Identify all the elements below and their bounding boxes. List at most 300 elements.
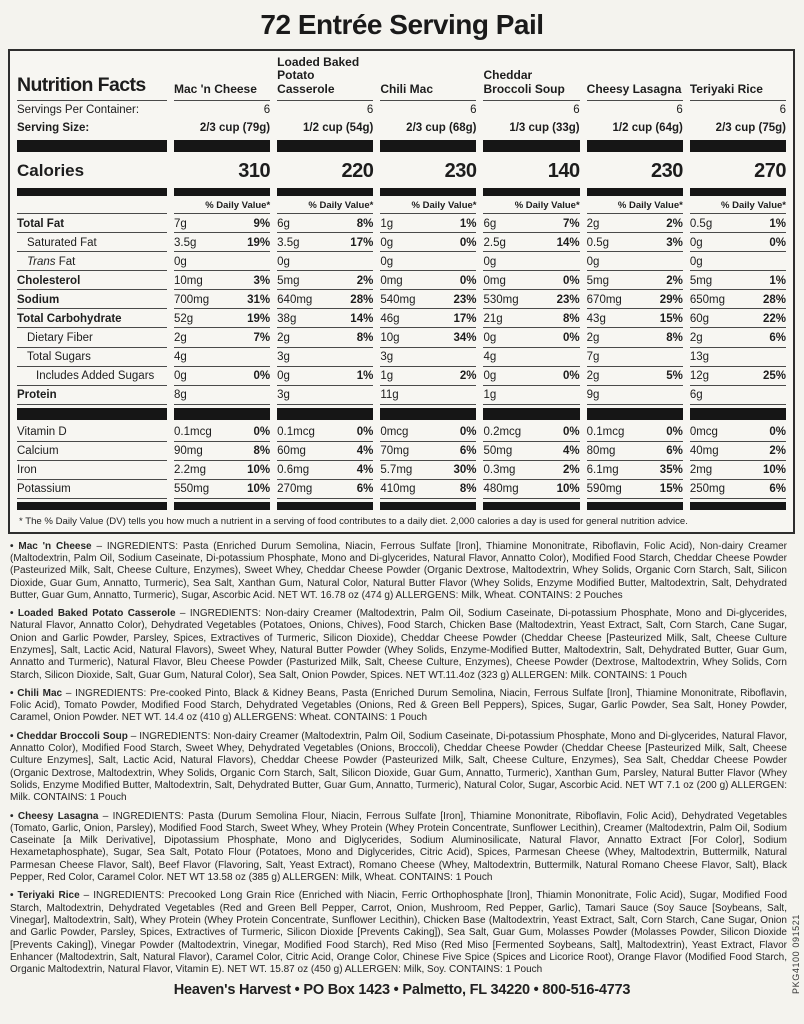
bullet-glyph: • — [10, 890, 14, 902]
separator-bar — [587, 188, 683, 196]
dash-glyph: – — [102, 810, 109, 822]
separator-bar — [277, 408, 373, 420]
nutrient-daily-value: 7% — [563, 217, 580, 230]
nutrient-value — [483, 386, 579, 405]
daily-value-header: % Daily Value* — [277, 199, 373, 215]
nutrient-value — [380, 252, 476, 271]
separator-bar — [17, 408, 167, 420]
nutrient-value — [277, 348, 373, 367]
nutrient-daily-value: 10% — [556, 483, 580, 496]
separator-bar — [483, 140, 579, 152]
nutrient-amount: 2g — [277, 331, 290, 344]
serving-size-value: 1/2 cup (54g) — [303, 122, 374, 135]
ingredient-paragraph — [10, 541, 787, 602]
nutrient-label: Total Carbohydrate — [17, 309, 167, 328]
nutrient-daily-value: 6% — [459, 445, 477, 458]
nutrient-label: Iron — [17, 461, 167, 480]
nutrient-amount: 540mg — [380, 293, 416, 306]
nutrient-amount: 6g — [483, 217, 497, 230]
ingredient-name-text: Chili Mac — [17, 687, 63, 699]
nutrient-amount: 46g — [380, 312, 400, 325]
nutrient-value — [690, 328, 786, 347]
ingredient-paragraph — [10, 890, 787, 976]
calories-value: 270 — [754, 159, 786, 182]
column-header-product: Chili Mac — [380, 53, 476, 101]
nutrient-amount: 21g — [483, 312, 503, 325]
nutrient-daily-value: 14% — [556, 236, 580, 249]
nutrient-daily-value: 0% — [769, 236, 786, 249]
separator-bar — [690, 502, 786, 510]
ingredients-section — [0, 534, 804, 977]
nutrient-amount: 0.2mcg — [483, 426, 522, 439]
nutrient-value — [380, 290, 476, 309]
nutrient-daily-value: 0% — [563, 331, 580, 344]
nutrient-value — [690, 252, 786, 271]
nutrient-value — [690, 233, 786, 252]
nutrient-amount: 80mg — [586, 445, 616, 458]
nutrient-daily-value: 6% — [769, 331, 786, 344]
nutrient-value — [483, 480, 579, 499]
nutrition-facts-panel — [8, 49, 795, 534]
nutrient-value — [690, 290, 786, 309]
nutrient-value — [277, 480, 373, 499]
nutrient-daily-value: 2% — [563, 464, 580, 477]
nutrient-value — [174, 252, 270, 271]
separator-bar — [690, 140, 786, 152]
nutrient-label: Cholesterol — [17, 271, 167, 290]
nutrient-value — [380, 480, 476, 499]
nutrient-value — [380, 328, 476, 347]
nutrient-value — [587, 461, 683, 480]
nutrient-amount: 4g — [483, 351, 497, 363]
nutrient-amount: 0mcg — [689, 426, 718, 439]
nutrient-amount: 670mg — [586, 293, 622, 306]
ingredient-name-text: Mac 'n Cheese — [18, 540, 92, 552]
nutrient-value — [483, 290, 579, 309]
separator-bar — [277, 140, 373, 152]
nutrient-value — [690, 348, 786, 367]
ingredient-paragraph — [10, 811, 787, 885]
nutrient-amount: 10g — [380, 331, 400, 344]
nutrient-daily-value: 28% — [350, 293, 374, 306]
ingredient-text: INGREDIENTS: Non-dairy Creamer (Maltodextrin, Palm Oil, Sodium Caseinate, Di-potassium Phosphate, Mono and Di-glycerides, Natural Flavor, Annatto Color), Dehydrated Vegetables (Potatoes, Onions, Chives), Food Starch, Chicken Base (Maltodextrin, Yeast Extract, Salt, Corn Starch, Cane Sugar, Onion and Garlic Powder, Parsley, Spices, Extractives of Turmeric, Silicon Dioxide), Cheddar Cheese Powder (Cheddar Cheese [Pasteurized Milk, Salt, Cheese Culture Enzymes], Salt, Lactic Acid, Natural Flavors), Sweet Whey, Natural Butter Powder (Whey Solids, Enzyme-Modified Butter, Maltodextrin, Salt, Dehydrated Butter, Guar Gum, Annatto and Turmeric), Natural Flavor, Bleu Cheese Powder (Pasturized Milk, Salt, Cheese Culture, Enzymes), Cheese Powder (Dextrose, Maltodextrin, Whey Solids, Corn Starch, Silicon Dioxide, Salt, Guar Gum, Natural Color), Sea Salt, Onion Powder, Spices. NET WT.11.4oz (323 g) ALLERGEN: Milk. CONTAINS: 1 Pouch — [10, 608, 788, 681]
nutrient-value — [380, 214, 476, 233]
nutrient-daily-value: 23% — [556, 293, 580, 306]
servings-value: 6 — [470, 104, 477, 117]
nutrient-value — [277, 461, 373, 480]
nutrient-amount: 480mg — [483, 483, 519, 496]
nutrient-value — [380, 386, 476, 405]
nutrient-value — [277, 252, 373, 271]
nutrient-value — [277, 328, 373, 347]
nutrient-value — [277, 386, 373, 405]
nutrient-amount: 2g — [174, 331, 187, 344]
nutrient-daily-value: 3% — [666, 236, 683, 249]
nutrient-daily-value: 1% — [459, 217, 477, 230]
nutrient-value — [587, 252, 683, 271]
nutrient-value — [277, 214, 373, 233]
nutrient-daily-value: 2% — [459, 370, 477, 383]
nutrient-daily-value: 0% — [459, 236, 477, 249]
nutrient-label: Protein — [17, 386, 167, 405]
nutrient-amount: 40mg — [689, 445, 719, 458]
nutrient-value — [587, 367, 683, 386]
nutrient-label — [17, 252, 167, 271]
separator-bar — [380, 408, 476, 420]
nutrient-amount: 1g — [380, 370, 394, 383]
nutrient-value — [380, 423, 476, 442]
nutrient-value — [587, 214, 683, 233]
nutrient-daily-value: 0% — [563, 370, 580, 383]
nutrient-label: Dietary Fiber — [17, 328, 167, 347]
nutrient-amount: 550mg — [174, 483, 210, 496]
nutrient-daily-value: 6% — [666, 445, 683, 458]
serving-size-value: 2/3 cup (68g) — [406, 122, 477, 135]
nutrient-daily-value: 1% — [769, 217, 786, 230]
bullet-glyph: • — [10, 730, 14, 742]
nutrient-amount: 0g — [174, 370, 187, 383]
nutrient-amount: 530mg — [483, 293, 519, 306]
nutrient-value — [277, 271, 373, 290]
column-header-product: Cheddar Broccoli Soup — [483, 53, 579, 101]
nutrient-value — [277, 423, 373, 442]
ingredient-text: INGREDIENTS: Pasta (Durum Semolina Flour, Niacin, Ferrous Sulfate [Iron], Thiamine Mononitrate, Riboflavin, Folic Acid), Dehydrated Vegetables (Tomato, Garlic, Onion, Parsley), Modified Food Starch, Sweet Whey, Whey Protein (Whey Protein Concentrate, Sunflower Lecithin), Creamer (Maltodextrin, Palm Oil, Sodium Caseinate [a Milk Derivative], Dipotassium Phosphate, Mono and Diglycerides, Sodium Aluminosilicate, Natural Flavor, Annatto Extract [For Color], Sodium Hexametaphosphate), Sugar, Sea Salt, Potato Flour (Potatoes, Mono and Diglycerides, Citric Acid), Spices, Parmesan Cheese (Whey, Maltodextrin, Buttermilk, Natural Parmesan Cheese Flavor, Salt), Beef Flavor (Flavoring, Salt, Yeast Extract), Romano Cheese (Whey, Maltodextrin, Buttermilk, Natural Romano Cheese Flavor, Salt), Black Pepper, Red Color, Caramel Color. NET WT 13.58 oz (385 g) ALLERGEN: Milk, Wheat. CONTAINS: 1 Pouch — [10, 810, 787, 884]
nutrient-daily-value: 2% — [666, 274, 683, 287]
daily-value-header: % Daily Value* — [174, 199, 270, 215]
nutrient-daily-value: 15% — [659, 312, 683, 325]
nutrient-amount: 0.5g — [586, 236, 610, 249]
nutrient-label: Vitamin D — [17, 423, 167, 442]
separator-bar — [483, 502, 579, 510]
nutrient-amount: 0.3mg — [483, 464, 516, 477]
nutrient-value — [587, 233, 683, 252]
calories-value: 230 — [650, 159, 683, 182]
nutrient-daily-value: 10% — [247, 464, 271, 477]
nutrient-amount: 700mg — [174, 293, 210, 306]
daily-value-header: % Daily Value* — [380, 199, 476, 215]
nutrient-amount: 5mg — [586, 274, 610, 287]
nutrient-amount: 8g — [174, 389, 187, 402]
nutrient-amount: 640mg — [277, 293, 313, 306]
nutrient-daily-value: 34% — [453, 331, 477, 344]
nutrient-amount: 10mg — [174, 274, 203, 287]
nutrient-value — [587, 480, 683, 499]
nutrient-value — [380, 367, 476, 386]
nutrient-amount: 5mg — [689, 274, 713, 287]
nutrient-value — [277, 367, 373, 386]
calories-value: 140 — [547, 159, 580, 182]
nutrient-amount: 60g — [689, 312, 710, 325]
nutrient-label: Total Sugars — [17, 348, 167, 367]
nutrient-amount: 6.1mg — [586, 464, 619, 477]
nutrient-value — [587, 309, 683, 328]
nutrient-daily-value: 5% — [666, 370, 683, 383]
ingredient-name-text: Teriyaki Rice — [17, 890, 80, 902]
nutrient-daily-value: 19% — [247, 236, 271, 249]
package-code: PKG4100 091521 — [791, 914, 801, 994]
nutrient-amount: 250mg — [689, 483, 725, 496]
nutrient-value — [690, 461, 786, 480]
company-contact-footer: Heaven's Harvest • PO Box 1423 • Palmetto, FL 34220 • 800-516-4773 — [173, 982, 631, 999]
nutrient-value — [174, 233, 270, 252]
nutrient-daily-value: 25% — [762, 370, 786, 383]
nutrient-amount: 60mg — [277, 445, 306, 458]
nutrient-daily-value: 0% — [666, 426, 683, 439]
nutrient-daily-value: 22% — [762, 312, 786, 325]
nutrient-value — [587, 386, 683, 405]
nutrient-label-em: Trans — [27, 255, 56, 268]
nutrient-value — [690, 423, 786, 442]
nutrient-value — [174, 386, 270, 405]
nutrient-value — [380, 309, 476, 328]
nutrient-amount: 43g — [586, 312, 606, 325]
nutrient-value — [380, 233, 476, 252]
nutrient-amount: 0g — [483, 331, 497, 344]
nutrient-value — [690, 367, 786, 386]
separator-bar — [17, 502, 167, 510]
nutrient-amount: 0g — [380, 255, 394, 268]
separator-bar — [174, 502, 270, 510]
nutrient-daily-value: 8% — [356, 217, 374, 230]
separator-bar — [690, 188, 786, 196]
nutrient-value — [483, 233, 579, 252]
nutrient-amount: 0.1mcg — [586, 426, 625, 439]
ingredient-product-name — [10, 731, 128, 742]
serving-size-value: 1/3 cup (33g) — [509, 122, 580, 135]
nutrient-label-text: Fat — [58, 255, 76, 268]
column-header-product: Loaded Baked Potato Casserole — [277, 53, 373, 101]
ingredient-product-name — [10, 890, 80, 901]
nutrient-value — [277, 290, 373, 309]
bullet-glyph: • — [10, 540, 14, 552]
nutrient-daily-value: 19% — [247, 312, 271, 325]
nutrient-value — [587, 348, 683, 367]
nutrient-amount: 0g — [689, 236, 703, 249]
nutrient-amount: 9g — [586, 389, 600, 402]
bullet-glyph: • — [10, 608, 14, 620]
separator-bar — [174, 140, 270, 152]
nutrient-amount: 0mg — [380, 274, 403, 287]
nutrient-daily-value: 0% — [769, 426, 786, 439]
nutrient-daily-value: 0% — [253, 426, 271, 439]
nutrient-daily-value: 4% — [356, 445, 374, 458]
separator-bar — [690, 408, 786, 420]
nutrient-value — [587, 328, 683, 347]
nutrient-value — [380, 271, 476, 290]
ingredient-name-text: Loaded Baked Potato Casserole — [17, 608, 176, 620]
ingredient-text: INGREDIENTS: Non-dairy Creamer (Maltodextrin, Palm Oil, Sodium Caseinate, Di-potassium Phosphate, Mono and Di-glycerides, Natural Flavor, Annatto Color), Modified Food Starch, Sweet Whey, Dehydrated Vegetables (Onions, Broccoli), Cheddar Cheese Powder (Cheddar Cheese [Pasteurized Milk, Salt, Cheese Culture Enzymes], Salt, Lactic Acid, Natural Flavors), Cheddar Cheese Powder (Pasteurized Milk, Salt, Cheese Culture, Enzymes), Sea Salt, Cheddar Cheese Powder (Organic Dextrose, Maltodextrin, Whey Solids, Organic Corn Starch, Salt, Silicon Dioxide, Guar Gum, Annatto, Turmeric), Xanthan Gum, Parsley, Natural Butter Flavor (Whey Solids, Enzyme Modified Butter, Maltodextrin, Salt, Dehydrated Butter, Guar Gum, Annatto, Turmeric), Natural Color, Sugar, Ascorbic Acid. NET WT 7.1 oz (200 g) ALLERGEN: Milk. CONTAINS: 1 Pouch — [10, 730, 788, 804]
separator-bar — [483, 408, 579, 420]
daily-value-footnote: * The % Daily Value (DV) tells you how much a nutrient in a serving of food contributes to a daily diet. 2,000 calories a day is used for general nutrition advice. — [19, 515, 688, 527]
nutrient-amount: 0g — [174, 255, 187, 268]
daily-value-header-spacer — [17, 199, 167, 215]
nutrient-value — [483, 348, 579, 367]
nutrient-daily-value: 17% — [350, 236, 374, 249]
separator-bar — [587, 408, 683, 420]
nutrient-amount: 3.5g — [277, 236, 300, 249]
separator-bar — [380, 188, 476, 196]
nutrient-value — [587, 271, 683, 290]
nutrient-value — [174, 461, 270, 480]
nutrient-value — [587, 290, 683, 309]
nutrient-daily-value: 8% — [459, 483, 477, 496]
nutrient-daily-value: 4% — [563, 445, 580, 458]
nutrient-daily-value: 35% — [659, 464, 683, 477]
nutrient-daily-value: 2% — [666, 217, 683, 230]
nutrient-amount: 0.5g — [689, 217, 713, 230]
servings-per-container-label: Servings Per Container: — [17, 104, 140, 117]
nutrient-daily-value: 23% — [453, 293, 477, 306]
nutrient-value — [277, 309, 373, 328]
nutrient-amount: 3g — [277, 351, 290, 363]
separator-bar — [174, 188, 270, 196]
bullet-glyph: • — [10, 810, 14, 822]
nutrient-amount: 0mg — [483, 274, 506, 287]
nutrient-amount: 3g — [277, 389, 290, 402]
nutrient-value — [174, 442, 270, 461]
ingredient-product-name — [10, 688, 62, 699]
dash-glyph: – — [130, 730, 137, 742]
bullet-glyph: • — [10, 687, 14, 699]
ingredient-text: INGREDIENTS: Pasta (Enriched Durum Semolina, Niacin, Ferrous Sulfate [Iron], Thiamine Mononitrate, Riboflavin, Folic Acid), Non-dairy Creamer (Maltodextrin, Palm Oil, Sodium Caseinate, Di-potassium Phosphate, Mono and Di-glycerides, Natural Flavor, Annatto Color), Modified Food Starch, Cheddar Cheese Powder (Pasteurized Milk, Salt, Cheese Culture, Enzymes), Sweet Whey, Cheddar Cheese Powder (Organic Dextrose, Maltodextrin, Whey Solids, Organic Corn Starch, Salt, Silicon Dioxide, Guar Gum, Annatto, Turmeric), Sea Salt, Xanthan Gum, Natural Color, Natural Butter Flavor (Whey Solids, Enzyme Modified Butter, Maltodextrin, Salt, Dehydrated Butter, Guar Gum, Annatto, Turmeric), Sugar, Ascorbic Acid. NET WT. 16.78 oz (474 g) ALLERGENS: Milk, Wheat. CONTAINS: 2 Pouches — [10, 540, 787, 601]
nutrient-value — [380, 461, 476, 480]
servings-value: 6 — [366, 104, 374, 117]
nutrient-amount: 38g — [277, 312, 297, 325]
nutrient-amount: 2mg — [689, 464, 713, 477]
nutrient-amount: 590mg — [586, 483, 622, 496]
nutrient-daily-value: 28% — [762, 293, 786, 306]
daily-value-header: % Daily Value* — [587, 199, 683, 215]
separator-bar — [277, 502, 373, 510]
servings-value: 6 — [676, 104, 683, 117]
ingredient-product-name — [10, 541, 92, 552]
nutrient-amount: 50mg — [483, 445, 513, 458]
dash-glyph: – — [96, 540, 103, 552]
nutrient-label: Includes Added Sugars — [17, 367, 167, 386]
nutrient-daily-value: 8% — [666, 331, 683, 344]
servings-value: 6 — [573, 104, 580, 117]
dash-glyph: – — [65, 687, 72, 699]
nutrient-value — [483, 461, 579, 480]
separator-bar — [587, 140, 683, 152]
nutrient-value — [277, 233, 373, 252]
nutrient-amount: 2.5g — [483, 236, 506, 249]
nutrient-daily-value: 1% — [356, 370, 374, 383]
nutrient-amount: 1g — [483, 389, 497, 402]
nutrient-value — [483, 442, 579, 461]
nutrient-amount: 70mg — [380, 445, 410, 458]
nutrient-daily-value: 30% — [453, 464, 477, 477]
nutrient-daily-value: 2% — [769, 445, 786, 458]
nutrient-value — [483, 309, 579, 328]
nutrient-amount: 7g — [586, 351, 600, 363]
nutrient-value — [690, 480, 786, 499]
nutrient-label: Sodium — [17, 290, 167, 309]
nutrient-amount: 0.1mcg — [277, 426, 315, 439]
nutrient-value — [174, 309, 270, 328]
nutrient-label: Total Fat — [17, 214, 167, 233]
calories-label: Calories — [17, 160, 85, 180]
nutrient-amount: 0.6mg — [277, 464, 310, 477]
nutrient-amount: 0g — [586, 255, 600, 268]
nutrient-value — [174, 290, 270, 309]
nutrient-amount: 5.7mg — [380, 464, 413, 477]
nutrient-daily-value: 8% — [356, 331, 374, 344]
nutrient-amount: 650mg — [689, 293, 725, 306]
nutrient-value — [483, 367, 579, 386]
serving-size-label: Serving Size: — [17, 122, 90, 135]
dash-glyph: – — [83, 890, 90, 902]
nutrient-amount: 52g — [174, 312, 194, 325]
nutrient-amount: 3.5g — [174, 236, 197, 249]
ingredient-paragraph — [10, 731, 787, 805]
nutrient-amount: 0g — [277, 255, 290, 268]
nutrient-amount: 2g — [586, 370, 600, 383]
daily-value-header: % Daily Value* — [483, 199, 579, 215]
nutrient-amount: 90mg — [174, 445, 203, 458]
nutrient-value — [690, 271, 786, 290]
nutrient-amount: 2g — [586, 331, 600, 344]
nutrient-value — [690, 214, 786, 233]
nutrient-daily-value: 10% — [247, 483, 271, 496]
nutrient-amount: 4g — [174, 351, 187, 363]
serving-size-value: 2/3 cup (79g) — [199, 122, 271, 135]
page-title: 72 Entrée Serving Pail — [260, 9, 544, 40]
separator-bar — [17, 188, 167, 196]
nutrient-value — [174, 214, 270, 233]
nutrient-daily-value: 2% — [356, 274, 374, 287]
nutrient-amount: 410mg — [380, 483, 416, 496]
column-header-product: Teriyaki Rice — [690, 53, 786, 101]
nutrient-daily-value: 9% — [253, 217, 271, 230]
ingredient-product-name — [10, 608, 176, 619]
nutrient-amount: 2g — [586, 217, 600, 230]
nutrient-amount: 0mcg — [380, 426, 409, 439]
nutrient-amount: 1g — [380, 217, 394, 230]
nutrient-amount: 13g — [689, 351, 710, 363]
ingredient-paragraph — [10, 608, 787, 682]
nutrient-amount: 0g — [277, 370, 290, 383]
calories-value: 220 — [341, 159, 374, 182]
nutrient-amount: 3g — [380, 351, 394, 363]
nutrient-value — [174, 271, 270, 290]
separator-bar — [483, 188, 579, 196]
ingredient-paragraph — [10, 688, 787, 725]
nutrient-daily-value: 0% — [253, 370, 271, 383]
separator-bar — [587, 502, 683, 510]
nutrient-daily-value: 10% — [762, 464, 786, 477]
nutrient-daily-value: 8% — [563, 312, 580, 325]
nutrient-daily-value: 31% — [247, 293, 271, 306]
daily-value-header: % Daily Value* — [690, 199, 786, 215]
nutrient-amount: 7g — [174, 217, 187, 230]
nutrient-value — [483, 328, 579, 347]
nutrient-daily-value: 0% — [563, 274, 580, 287]
nutrient-daily-value: 6% — [769, 483, 786, 496]
serving-size-value: 2/3 cup (75g) — [715, 122, 786, 135]
nutrient-value — [174, 367, 270, 386]
nutrient-daily-value: 17% — [453, 312, 477, 325]
nutrient-value — [277, 442, 373, 461]
nutrient-amount: 6g — [689, 389, 703, 402]
nutrient-amount: 270mg — [277, 483, 313, 496]
nutrient-daily-value: 15% — [659, 483, 683, 496]
column-header-product: Cheesy Lasagna — [587, 53, 683, 101]
nutrient-value — [587, 442, 683, 461]
nutrient-value — [174, 348, 270, 367]
nutrient-value — [174, 480, 270, 499]
nutrient-amount: 0.1mcg — [174, 426, 212, 439]
